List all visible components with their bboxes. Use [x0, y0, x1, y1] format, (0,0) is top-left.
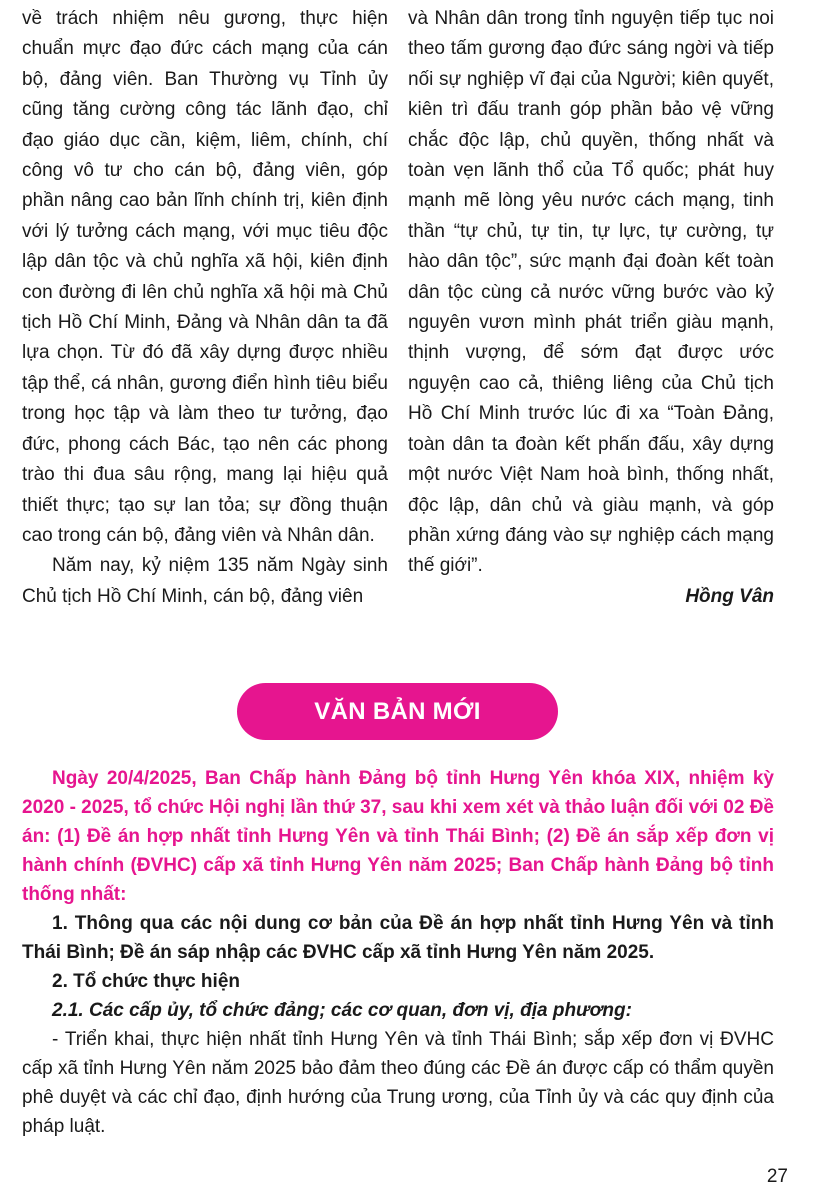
- bullet-paragraph: - Triển khai, thực hiện nhất tỉnh Hưng Yên và tỉnh Thái Bình; sắp xếp đơn vị ĐVHC cấp xã tỉnh Hưng Yên năm 2025 bảo đảm theo đúng các Đề án được cấp có thẩm quyền phê duyệt và các chỉ đạo, định hướng của Trung ương, của Tỉnh ủy và các quy định của pháp luật.: [22, 1029, 774, 1137]
- section-body: [22, 764, 774, 1141]
- right-column: [408, 4, 774, 612]
- right-paragraph-1: và Nhân dân trong tỉnh nguyện tiếp tục noi theo tấm gương đạo đức sáng ngời và tiếp nối sự nghiệp vĩ đại của Người; kiên quyết, kiên trì đấu tranh góp phần bảo vệ vững chắc độc lập, chủ quyền, thống nhất và toàn vẹn lãnh thổ của Tổ quốc; phát huy mạnh mẽ lòng yêu nước cách mạng, tinh thần “tự chủ, tự tin, tự lực, tự cường, tự hào dân tộc”, sức mạnh đại đoàn kết toàn dân tộc cùng cả nước vững bước vào kỷ nguyên vươn mình phát triển giàu mạnh, thịnh vượng, để sớm đạt được ước nguyện cao cả, thiêng liêng của Chủ tịch Hồ Chí Minh trước lúc đi xa “Toàn Đảng, toàn dân ta đoàn kết phấn đấu, xây dựng một nước Việt Nam hoà bình, thống nhất, độc lập, dân chủ và giàu mạnh, và góp phần xứng đáng vào sự nghiệp cách mạng thế giới”.: [408, 8, 774, 577]
- section-banner: VĂN BẢN MỚI: [237, 683, 558, 740]
- left-column: [22, 4, 388, 612]
- item-1: 1. Thông qua các nội dung cơ bản của Đề án hợp nhất tỉnh Hưng Yên và tỉnh Thái Bình; Đề án sáp nhập các ĐVHC cấp xã tỉnh Hưng Yên năm 2025.: [22, 913, 774, 963]
- page-number: 27: [766, 1166, 788, 1187]
- author-signature: Hồng Vân: [685, 585, 774, 607]
- section-intro: Ngày 20/4/2025, Ban Chấp hành Đảng bộ tỉnh Hưng Yên khóa XIX, nhiệm kỳ 2020 - 2025, tổ chức Hội nghị lần thứ 37, sau khi xem xét và thảo luận đối với 02 Đề án: (1) Đề án hợp nhất tỉnh Hưng Yên và tỉnh Thái Bình; (2) Đề án sắp xếp đơn vị hành chính (ĐVHC) cấp xã tỉnh Hưng Yên năm 2025; Ban Chấp hành Đảng bộ tỉnh thống nhất:: [22, 768, 774, 905]
- left-paragraph-1: về trách nhiệm nêu gương, thực hiện chuẩn mực đạo đức cách mạng của cán bộ, đảng viên. Ban Thường vụ Tỉnh ủy cũng tăng cường công tác lãnh đạo, chỉ đạo giáo dục cần, kiệm, liêm, chính, chí công vô tư cho cán bộ, đảng viên, góp phần nâng cao bản lĩnh chính trị, kiên định với lý tưởng cách mạng, với mục tiêu độc lập dân tộc và chủ nghĩa xã hội, kiên định con đường đi lên chủ nghĩa xã hội mà Chủ tịch Hồ Chí Minh, Đảng và Nhân dân ta đã lựa chọn. Từ đó đã xây dựng được nhiều tập thể, cá nhân, gương điển hình tiêu biểu trong học tập và làm theo tư tưởng, đạo đức, phong cách Bác, tạo nên các phong trào thi đua sâu rộng, mang lại hiệu quả thiết thực; tạo sự lan tỏa; sự đồng thuận cao trong cán bộ, đảng viên và Nhân dân.: [22, 8, 388, 546]
- left-paragraph-2: Năm nay, kỷ niệm 135 năm Ngày sinh Chủ tịch Hồ Chí Minh, cán bộ, đảng viên: [22, 555, 388, 607]
- item-2-heading: 2. Tổ chức thực hiện: [52, 971, 240, 992]
- item-2-1-heading: 2.1. Các cấp ủy, tổ chức đảng; các cơ quan, đơn vị, địa phương:: [52, 1000, 632, 1021]
